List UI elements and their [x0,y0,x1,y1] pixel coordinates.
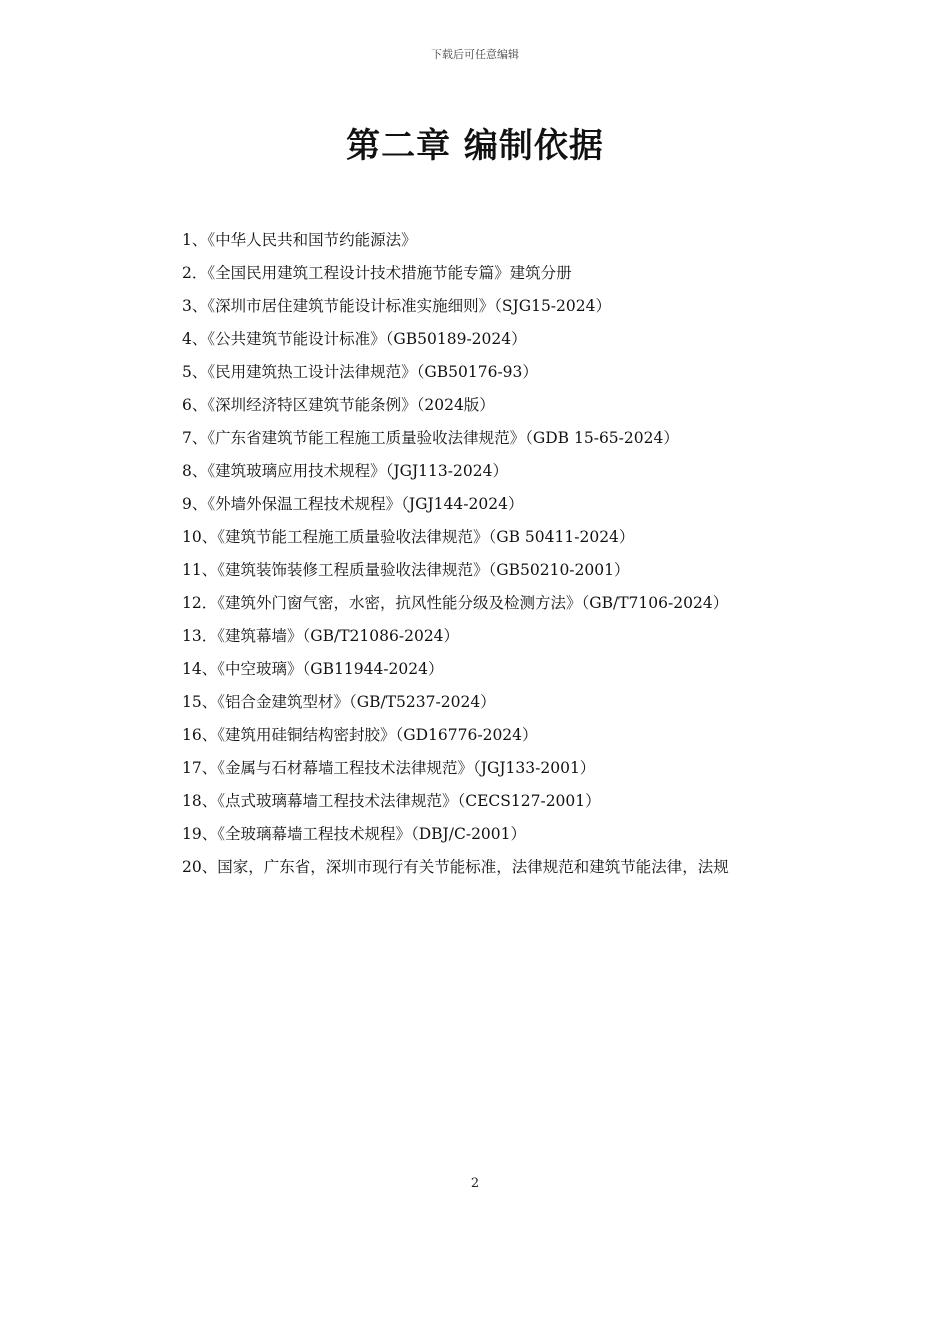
list-item: 19、《全玻璃幕墙工程技术规程》（DBJ/C-2001） [182,825,527,843]
list-item: 7、《广东省建筑节能工程施工质量验收法律规范》（GDB 15-65-2024） [182,429,679,447]
list-item: 3、《深圳市居住建筑节能设计标准实施细则》（SJG15-2024） [182,297,611,315]
list-item: 14、《中空玻璃》（GB11944-2024） [182,660,444,678]
page-number: 2 [470,1176,480,1191]
basis-list [144,224,824,884]
list-item: 2．《全国民用建筑工程设计技术措施节能专篇》建筑分册 [182,264,572,282]
list-item: 15、《铝合金建筑型材》（GB/T5237-2024） [182,693,496,711]
list-item: 10、《建筑节能工程施工质量验收法律规范》（GB 50411-2024） [182,528,635,546]
list-item: 4、《公共建筑节能设计标准》（GB50189-2024） [182,330,527,348]
list-item: 18、《点式玻璃幕墙工程技术法律规范》（CECS127-2001） [182,792,601,810]
list-item: 9、《外墙外保温工程技术规程》（JGJ144-2024） [182,495,524,513]
list-item: 12．《建筑外门窗气密，水密，抗风性能分级及检测方法》（GB/T7106-2024） [182,594,729,612]
chapter-title: 第二章 编制依据 [346,126,604,166]
list-item: 17、《金属与石材幕墙工程技术法律规范》（JGJ133-2001） [182,759,596,777]
list-item: 13．《建筑幕墙》（GB/T21086-2024） [182,627,460,645]
list-item: 20、国家，广东省，深圳市现行有关节能标准，法律规范和建筑节能法律，法规 [182,858,729,876]
header-note: 下载后可任意编辑 [431,48,519,61]
list-item: 5、《民用建筑热工设计法律规范》（GB50176-93） [182,363,538,381]
list-item: 8、《建筑玻璃应用技术规程》（JGJ113-2024） [182,462,508,480]
list-item: 11、《建筑装饰装修工程质量验收法律规范》（GB50210-2001） [182,561,630,579]
list-item: 1、《中华人民共和国节约能源法》 [182,231,417,249]
list-item: 6、《深圳经济特区建筑节能条例》（2024版） [182,396,495,414]
list-item: 16、《建筑用硅铜结构密封胶》（GD16776-2024） [182,726,538,744]
